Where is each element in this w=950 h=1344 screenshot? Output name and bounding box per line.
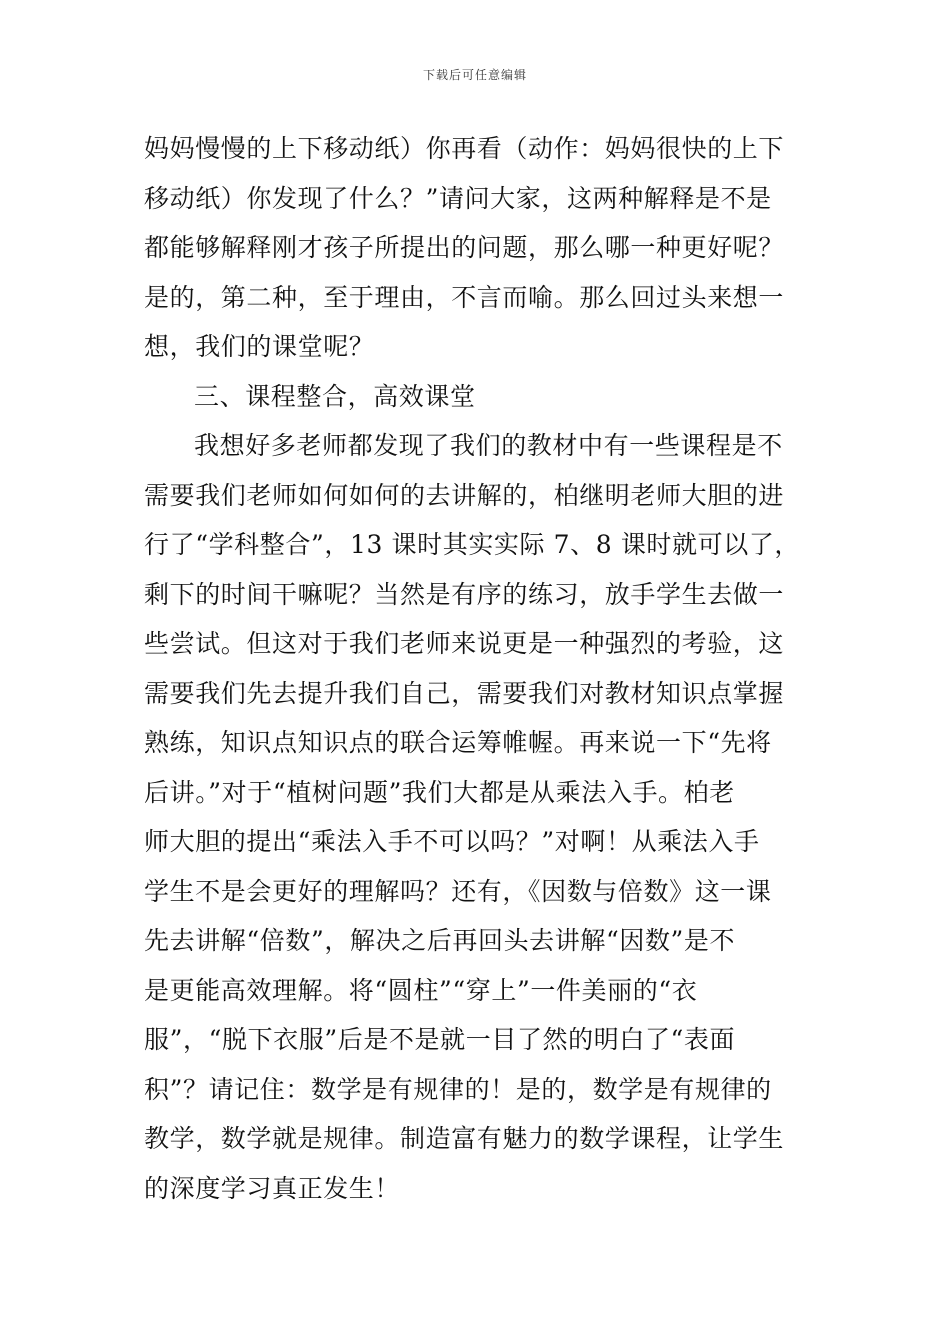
text-line: 先去讲解“倍数”，解决之后再回头去讲解“因数”是不 xyxy=(144,926,736,955)
text-line: 需要我们先去提升我们自己，需要我们对教材知识点掌握 xyxy=(144,678,785,708)
text-line: 服”，“脱下衣服”后是不是就一目了然的明白了“表面 xyxy=(144,1025,736,1054)
text-line: 移动纸）你发现了什么？”请问大家，这两种解释是不是 xyxy=(144,183,772,213)
text-line: 妈妈慢慢的上下移动纸）你再看（动作：妈妈很快的上下 xyxy=(144,134,785,163)
text-line: 需要我们老师如何如何的去讲解的，柏继明老师大胆的进 xyxy=(144,480,785,510)
text-line: 学生不是会更好的理解吗？还有，《因数与倍数》这一课 xyxy=(144,876,772,906)
text-line: 想，我们的课堂呢？ xyxy=(144,332,375,361)
text-line: 是的，第二种，至于理由，不言而喻。那么回过头来想一 xyxy=(144,282,785,312)
text-line: 都能够解释刚才孩子所提出的问题，那么哪一种更好呢？ xyxy=(144,233,785,262)
header-note: 下载后可任意编辑 xyxy=(422,68,527,82)
body-text xyxy=(144,124,808,1213)
text-line: 的深度学习真正发生！ xyxy=(144,1173,401,1203)
text-line: 熟练，知识点知识点的联合运筹帷幄。再来说一下“先将 xyxy=(144,728,772,757)
text-line: 是更能高效理解。将“圆柱”“穿上”一件美丽的“衣 xyxy=(144,975,698,1005)
text-line: 积”？请记住：数学是有规律的！是的，数学是有规律的 xyxy=(144,1074,772,1104)
text-line: 师大胆的提出“乘法入手不可以吗？”对啊！从乘法入手 xyxy=(144,827,760,856)
text-line: 行了“学科整合”，13 课时其实实际 7、8 课时就可以了， xyxy=(144,530,801,559)
text-line: 剩下的时间干嘛呢？当然是有序的练习，放手学生去做一 xyxy=(144,579,785,609)
section-heading: 三、课程整合，高效课堂 xyxy=(194,381,476,411)
text-line: 后讲。”对于“植树问题”我们大都是从乘法入手。柏老 xyxy=(144,777,735,807)
text-line: 些尝试。但这对于我们老师来说更是一种强烈的考验，这 xyxy=(144,629,785,658)
paragraph-first-line: 我想好多老师都发现了我们的教材中有一些课程是不 xyxy=(194,431,783,460)
text-line: 教学，数学就是规律。制造富有魅力的数学课程，让学生 xyxy=(144,1124,785,1153)
